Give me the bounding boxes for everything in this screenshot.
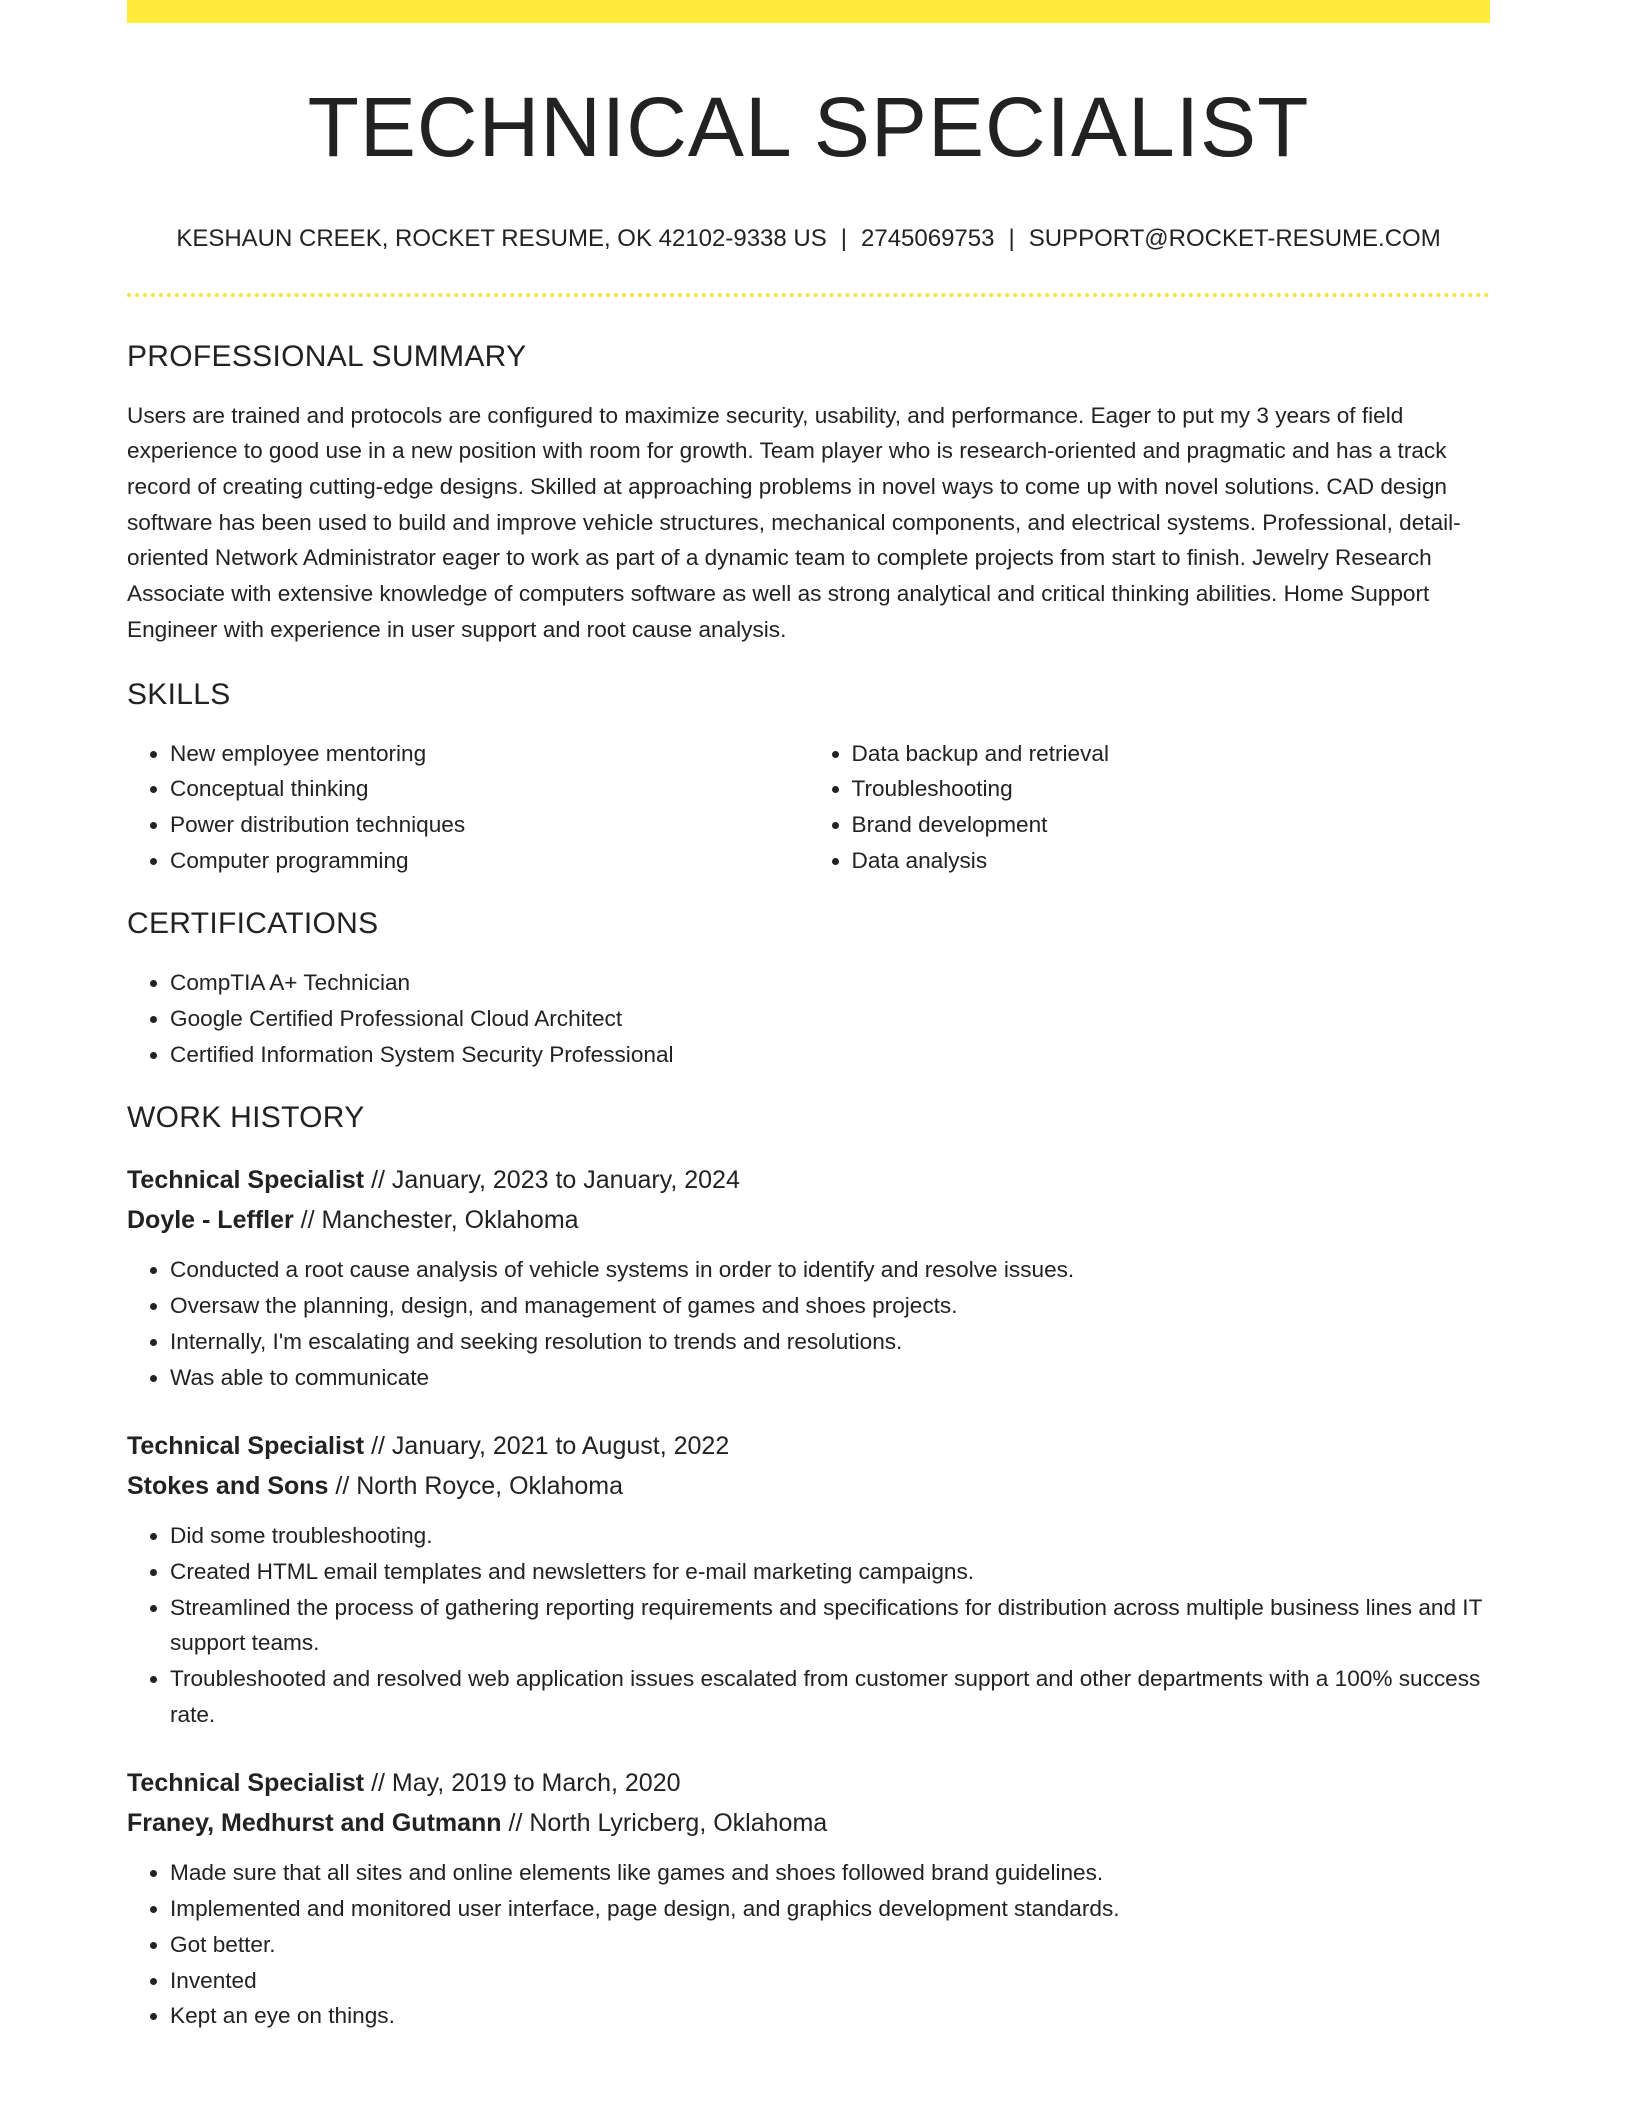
contact-line (127, 223, 1490, 254)
skill-item: • Troubleshooting (852, 771, 1491, 807)
job-location: // North Royce, Oklahoma (335, 1472, 624, 1501)
skill-item: • Data analysis (852, 843, 1491, 879)
contact-phone: 2745069753 (861, 225, 995, 253)
resume-title: TECHNICAL SPECIALIST (307, 80, 1310, 174)
job-duty-item: • Made sure that all sites and online elements like games and shoes followed brand guidelines. (170, 1855, 1490, 1891)
summary-heading: PROFESSIONAL SUMMARY (127, 339, 527, 373)
contact-email: SUPPORT@ROCKET-RESUME.COM (1028, 225, 1441, 253)
job-duties (127, 1518, 1490, 1732)
job-title-line (127, 1160, 1490, 1200)
contact-separator: | (840, 225, 847, 253)
certification-item: • CompTIA A+ Technician (170, 965, 1490, 1001)
job-duty-item: • Implemented and monitored user interface, page design, and graphics development standards. (170, 1891, 1490, 1927)
skills-heading: SKILLS (127, 677, 231, 711)
job-duty-item: • Conducted a root cause analysis of vehicle systems in order to identify and resolve issues. (170, 1252, 1490, 1288)
skill-item: • Computer programming (170, 843, 809, 879)
resume-page (127, 0, 1490, 2034)
job-company-line (127, 1803, 1490, 1843)
skill-item: • New employee mentoring (170, 736, 809, 772)
job-dates: // January, 2021 to August, 2022 (371, 1432, 730, 1461)
certification-item: • Google Certified Professional Cloud Architect (170, 1001, 1490, 1037)
job-duty-item: • Kept an eye on things. (170, 1998, 1490, 2034)
job-location: // North Lyricberg, Oklahoma (508, 1809, 828, 1838)
skills-column-right (809, 736, 1491, 879)
contact-separator: | (1008, 225, 1015, 253)
job-dates: // May, 2019 to March, 2020 (371, 1769, 681, 1798)
summary-text: Users are trained and protocols are configured to maximize security, usability, and performance. Eager to put my 3 years of field experience to good use in a new position with room for growth. Team player who is research-oriented and pragmatic and has a track record of creating cutting-edge designs. Skilled at approaching problems in novel ways to come up with novel solutions. CAD design software has been used to build and improve vehicle structures, mechanical components, and electrical systems. Professional, detail-oriented Network Administrator eager to work as part of a dynamic team to complete projects from start to finish. Jewelry Research Associate with extensive knowledge of computers software as well as strong analytical and critical thinking abilities. Home Support Engineer with experience in user support and root cause analysis. (127, 402, 1461, 642)
job-duty-item: • Was able to communicate (170, 1360, 1490, 1396)
job-entry (127, 1763, 1490, 2034)
job-company: Franey, Medhurst and Gutmann (127, 1809, 502, 1838)
skills-list (127, 736, 1490, 879)
job-duty-item: • Streamlined the process of gathering reporting requirements and specifications for distribution across multiple business lines and IT support teams. (170, 1590, 1490, 1661)
certification-item: • Certified Information System Security Professional (170, 1037, 1490, 1073)
job-duties (127, 1855, 1490, 2034)
job-company-line (127, 1466, 1490, 1506)
job-duty-item: • Oversaw the planning, design, and management of games and shoes projects. (170, 1288, 1490, 1324)
header-divider (127, 293, 1490, 297)
job-title: Technical Specialist (127, 1166, 365, 1195)
skill-item: • Conceptual thinking (170, 771, 809, 807)
job-duty-item: • Internally, I'm escalating and seeking resolution to trends and resolutions. (170, 1324, 1490, 1360)
job-entry (127, 1160, 1490, 1395)
accent-bar (127, 0, 1490, 23)
job-company: Stokes and Sons (127, 1472, 329, 1501)
certifications-list (127, 965, 1490, 1072)
job-location: // Manchester, Oklahoma (300, 1206, 579, 1235)
skill-item: • Data backup and retrieval (852, 736, 1491, 772)
job-title-line (127, 1426, 1490, 1466)
job-duty-item: • Invented (170, 1963, 1490, 1999)
job-title-line (127, 1763, 1490, 1803)
job-duty-item: • Did some troubleshooting. (170, 1518, 1490, 1554)
job-duties (127, 1252, 1490, 1395)
job-duty-item: • Troubleshooted and resolved web application issues escalated from customer support and other departments with a 100% success rate. (170, 1661, 1490, 1732)
job-company-line (127, 1200, 1490, 1240)
job-title: Technical Specialist (127, 1769, 365, 1798)
contact-address: KESHAUN CREEK, ROCKET RESUME, OK 42102-9338 US (176, 225, 827, 253)
skills-column-left (127, 736, 809, 879)
skill-item: • Power distribution techniques (170, 807, 809, 843)
job-entry (127, 1426, 1490, 1732)
job-company: Doyle - Leffler (127, 1206, 294, 1235)
skill-item: • Brand development (852, 807, 1491, 843)
job-dates: // January, 2023 to January, 2024 (371, 1166, 740, 1195)
certifications-heading: CERTIFICATIONS (127, 907, 379, 941)
job-duty-item: • Created HTML email templates and newsletters for e-mail marketing campaigns. (170, 1554, 1490, 1590)
work-history-heading: WORK HISTORY (127, 1101, 365, 1135)
job-title: Technical Specialist (127, 1432, 365, 1461)
job-duty-item: • Got better. (170, 1927, 1490, 1963)
